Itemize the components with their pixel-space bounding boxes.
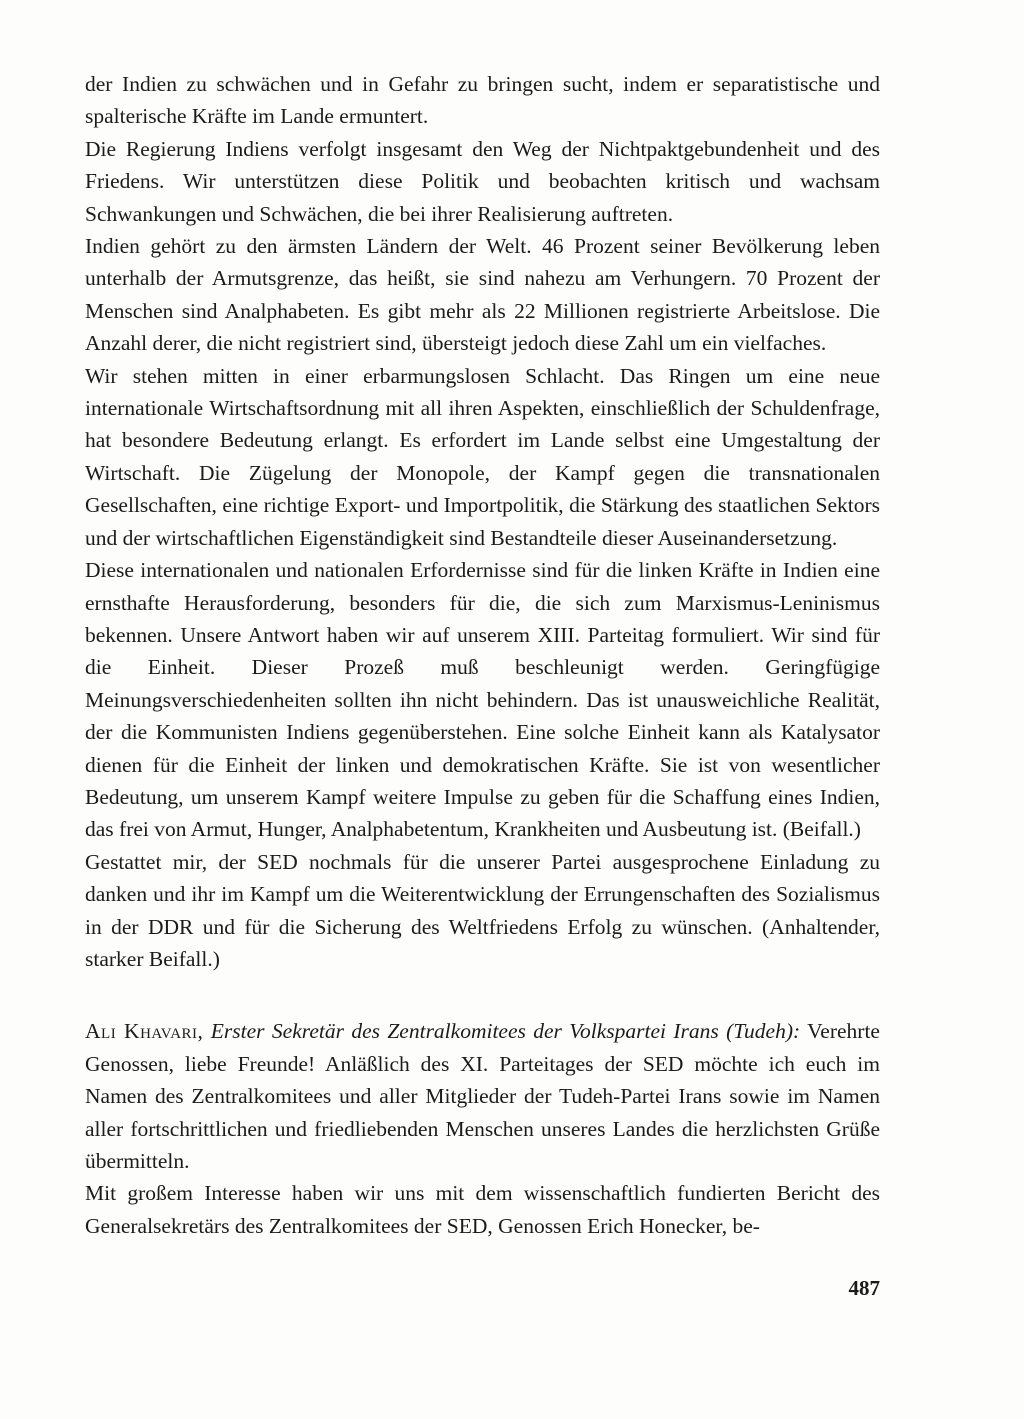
speaker-opening: Verehrte Genossen, liebe Freunde! Anläßlich des XI. Parteitages der SED möchte ich euch im Namen des Zentralkomitees und aller Mitglieder der Tudeh-Partei Irans sowie im Namen aller fortschrittlichen und friedliebenden Menschen unseres Landes die herzlichsten Grüße übermitteln.	[85, 1019, 880, 1173]
paragraph-6: Gestattet mir, der SED nochmals für die unserer Partei ausgesprochene Einladung zu danken und ihr im Kampf um die Weiterentwicklung der Errungenschaften des Sozialismus in der DDR und für die Sicherung des Weltfriedens Erfolg zu wünschen. (Anhaltender, starker Beifall.)	[85, 849, 880, 971]
paragraph-4: Wir stehen mitten in einer erbarmungslosen Schlacht. Das Ringen um eine neue internationale Wirtschaftsordnung mit all ihren Aspekten, einschließlich der Schuldenfrage, hat besondere Bedeutung erlangt. Es erfordert im Lande selbst eine Umgestaltung der Wirtschaft. Die Zügelung der Monopole, der Kampf gegen die transnationalen Gesellschaften, eine richtige Export- und Importpolitik, die Stärkung des staatlichen Sektors und der wirtschaftlichen Eigenständigkeit sind Bestandteile dieser Auseinandersetzung.	[85, 363, 880, 550]
paragraph-5: Diese internationalen und nationalen Erfordernisse sind für die linken Kräfte in Indien eine ernsthafte Herausforderung, besonders für die, die sich zum Marxismus-Leninismus bekennen. Unsere Antwort haben wir auf unserem XIII. Parteitag formuliert. Wir sind für die Einheit. Dieser Prozeß muß beschleunigt werden. Geringfügige Meinungsverschiedenheiten sollten ihn nicht behindern. Das ist unausweichliche Realität, der die Kommunisten Indiens gegenüberstehen. Eine solche Einheit kann als Katalysator dienen für die Einheit der linken und demokratischen Kräfte. Sie ist von wesentlicher Bedeutung, um unserem Kampf weitere Impulse zu geben für die Schaffung eines Indien, das frei von Armut, Hunger, Analphabetentum, Krankheiten und Ausbeutung ist. (Beifall.)	[85, 558, 880, 842]
section-spacer	[85, 975, 880, 1015]
paragraph-8: Mit großem Interesse haben wir uns mit dem wissenschaftlich fundierten Bericht des Generalsekretärs des Zentralkomitees der SED, Genossen Erich Honecker, be-	[85, 1181, 880, 1238]
speaker-paragraph	[85, 1015, 880, 1177]
paragraph-2: Die Regierung Indiens verfolgt insgesamt den Weg der Nichtpaktgebundenheit und des Friedens. Wir unterstützen diese Politik und beobachten kritisch und wachsam Schwankungen und Schwächen, die bei ihrer Realisierung auftreten.	[85, 136, 880, 226]
speaker-name: Ali Khavari,	[85, 1019, 204, 1044]
body-text	[85, 68, 880, 1242]
paragraph-3: Indien gehört zu den ärmsten Ländern der Welt. 46 Prozent seiner Bevölkerung leben unterhalb der Armutsgrenze, das heißt, sie sind nahezu am Verhungern. 70 Prozent der Menschen sind Analphabeten. Es gibt mehr als 22 Millionen registrierte Arbeitslose. Die Anzahl derer, die nicht registriert sind, übersteigt jedoch diese Zahl um ein vielfaches.	[85, 234, 880, 356]
speaker-role: Erster Sekretär des Zentralkomitees der Volkspartei Irans (Tudeh):	[210, 1019, 801, 1044]
page-number: 487	[848, 1276, 880, 1300]
paragraph-1: der Indien zu schwächen und in Gefahr zu bringen sucht, indem er separatistische und spalterische Kräfte im Lande ermuntert.	[85, 72, 880, 129]
